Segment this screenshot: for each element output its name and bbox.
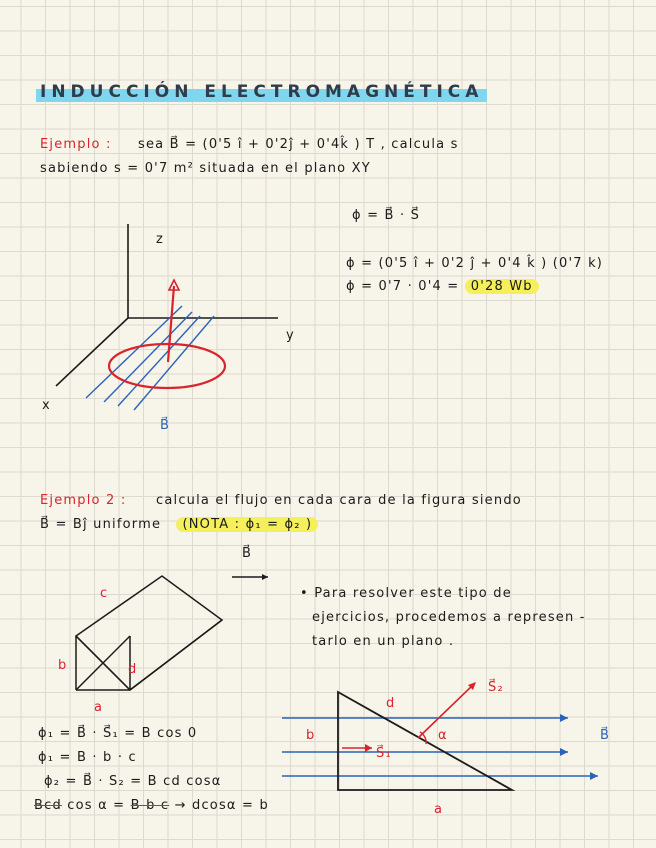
triangle-label-a: a <box>434 802 444 817</box>
flux-computation-pre: ϕ = 0'7 · 0'4 = <box>346 279 460 294</box>
calc4-crossed-a: Bcd <box>34 798 62 813</box>
example2-statement-line1: calcula el flujo en cada cara de la figura siendo <box>156 493 522 508</box>
axis-z-label: z <box>156 232 165 247</box>
triangle-label-b: b <box>306 728 316 743</box>
calc-line4 <box>34 798 269 813</box>
prism-label-b: b <box>58 658 68 673</box>
example2-field-label: B⃗ <box>242 546 253 561</box>
triangle-field-label: B⃗ <box>600 728 611 743</box>
prism-label-c: c <box>100 586 109 601</box>
triangle-label-d: d <box>386 696 396 711</box>
bullet-line2: ejercicios, procedemos a represen - <box>312 610 586 625</box>
calc4-result: → dcosα = b <box>174 798 269 813</box>
example2-field: B⃗ = Bĵ uniforme <box>40 517 162 532</box>
calc4-cos: cos α = <box>67 798 126 813</box>
flux-result: 0'28 Wb <box>465 279 539 294</box>
field-direction-arrowhead <box>262 574 268 580</box>
field-lines <box>86 306 214 410</box>
example2-statement-line2 <box>40 517 318 532</box>
example1-statement-line2: sabiendo s = 0'7 m² situada en el plano XY <box>40 161 371 176</box>
example1-label: Ejemplo : <box>40 137 112 152</box>
s2-label: S⃗₂ <box>488 680 504 695</box>
surface-loop <box>109 344 225 388</box>
flux-definition: ϕ = B⃗ · S⃗ <box>352 208 421 223</box>
prism-label-d: d <box>128 662 138 677</box>
triangle-field-lines <box>282 718 598 776</box>
calc4-crossed-b: B b c <box>130 798 170 813</box>
calc-line1: ϕ₁ = B⃗ · S⃗₁ = B cos 0 <box>38 726 198 741</box>
example2-note: (NOTA : ϕ₁ = ϕ₂ ) <box>176 517 318 532</box>
bullet-line1: • Para resolver este tipo de <box>300 586 512 601</box>
prism <box>76 576 222 690</box>
triangle-alpha: α <box>438 728 448 743</box>
normal-vector <box>168 286 174 362</box>
example2-label: Ejemplo 2 : <box>40 493 127 508</box>
calc-line2: ϕ₁ = B · b · c <box>38 750 137 765</box>
example1-statement-line1: sea B⃗ = (0'5 î + 0'2ĵ + 0'4k̂ ) T , calcula s <box>138 137 459 152</box>
s1-label: S⃗₁ <box>376 746 392 761</box>
prism-label-a: a <box>94 700 104 715</box>
axis-y-label: y <box>286 328 295 343</box>
x-axis <box>56 318 128 386</box>
field-b-label: B⃗ <box>160 418 171 433</box>
axis-x-label: x <box>42 398 51 413</box>
flux-substitution: ϕ = (0'5 î + 0'2 ĵ + 0'4 k̂ ) (0'7 k) <box>346 256 604 271</box>
bullet-line3: tarlo en un plano . <box>312 634 455 649</box>
page-title: INDUCCIÓN ELECTROMAGNÉTICA <box>36 82 487 102</box>
calc-line3: ϕ₂ = B⃗ · S₂ = B cd cosα <box>44 774 222 789</box>
